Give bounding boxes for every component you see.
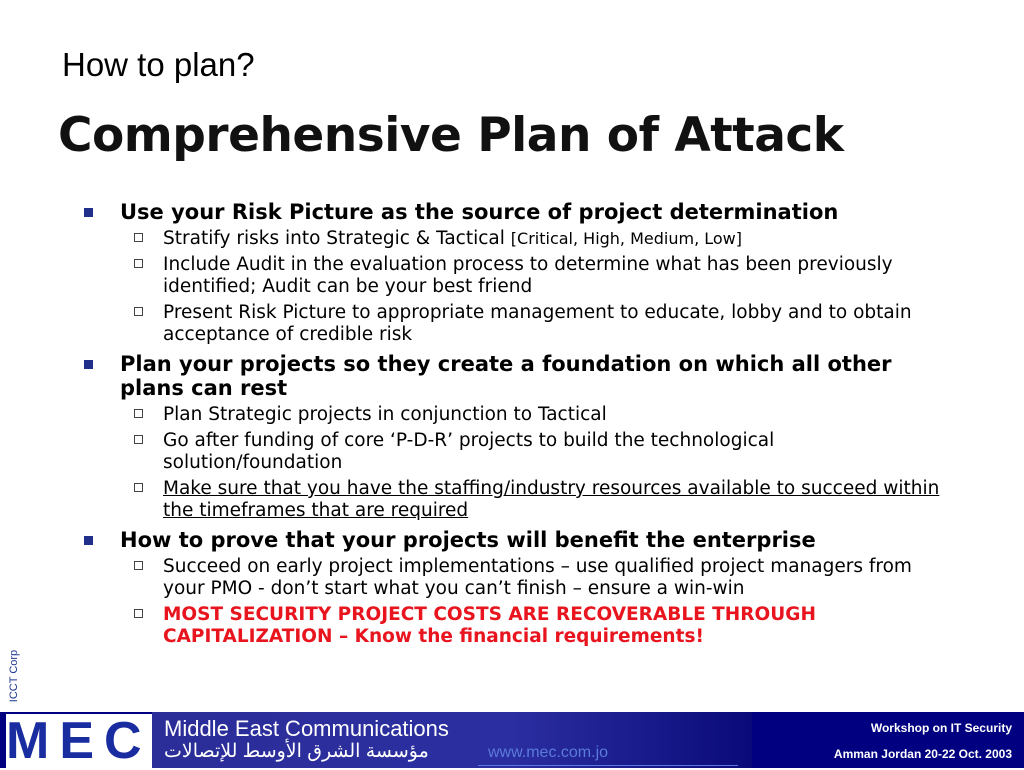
website-underline <box>478 765 738 766</box>
sub-bullet-text: Plan Strategic projects in conjunction to Tactical <box>163 404 607 425</box>
bullet-list <box>80 196 940 648</box>
hollow-square-bullet-icon <box>134 483 143 492</box>
sub-bullet-text: Include Audit in the evaluation process to determine what has been previously identified; Audit can be your best friend <box>163 254 893 297</box>
hollow-square-bullet-icon <box>134 259 143 268</box>
hollow-square-bullet-icon <box>134 609 143 618</box>
bullet-text: Plan your projects so they create a foundation on which all other plans can rest <box>120 352 892 400</box>
sub-bullet-text: Succeed on early project implementations – use qualified project managers from your PMO - don’t start what you can’t finish – ensure a win-win <box>163 556 912 599</box>
hollow-square-bullet-icon <box>134 435 143 444</box>
sub-bullet-item <box>80 404 940 426</box>
website-link[interactable]: www.mec.com.jo <box>488 744 609 761</box>
hollow-square-bullet-icon <box>134 561 143 570</box>
mec-logo: MEC <box>6 712 152 770</box>
hollow-square-bullet-icon <box>134 409 143 418</box>
sub-bullet-text: Make sure that you have the staffing/industry resources available to succeed within the timeframes that are required <box>163 478 940 521</box>
side-label: ICCT Corp <box>8 649 21 703</box>
hollow-square-bullet-icon <box>134 233 143 242</box>
sub-bullet-item <box>80 478 940 522</box>
sub-bullet-item <box>80 254 940 298</box>
bullet-text: Use your Risk Picture as the source of project determination <box>120 200 839 224</box>
bullet-item <box>80 200 940 224</box>
company-name: Middle East Communications <box>164 716 449 741</box>
bullet-text: How to prove that your projects will benefit the enterprise <box>120 528 816 552</box>
sub-bullet-text: Go after funding of core ‘P-D-R’ projects to build the technological solution/foundation <box>163 430 775 473</box>
sub-bullet-text-bracket: [Critical, High, Medium, Low] <box>510 229 742 248</box>
sub-bullet-item <box>80 302 940 346</box>
sub-bullet-text-highlight: MOST SECURITY PROJECT COSTS ARE RECOVERABLE THROUGH CAPITALIZATION – Know the financial requirements! <box>163 604 816 647</box>
sub-bullet-item <box>80 430 940 474</box>
sub-bullet-item <box>80 604 940 648</box>
slide-title: How to plan? <box>62 46 255 83</box>
hollow-square-bullet-icon <box>134 307 143 316</box>
square-bullet-icon <box>84 360 93 369</box>
company-name-arabic: مؤسسة الشرق الأوسط للإتصالات <box>164 741 429 762</box>
workshop-title: Workshop on IT Security <box>870 721 1012 735</box>
sub-bullet-item <box>80 556 940 600</box>
workshop-location-date: Amman Jordan 20-22 Oct. 2003 <box>833 747 1012 761</box>
sub-bullet-text: Present Risk Picture to appropriate management to educate, lobby and to obtain acceptance of credible risk <box>163 302 912 345</box>
slide-heading: Comprehensive Plan of Attack <box>58 108 844 163</box>
sub-bullet-item <box>80 228 940 250</box>
sub-bullet-text: Stratify risks into Strategic & Tactical <box>163 228 511 249</box>
bullet-item <box>80 352 940 400</box>
square-bullet-icon <box>84 536 93 545</box>
bullet-item <box>80 528 940 552</box>
square-bullet-icon <box>84 208 93 217</box>
